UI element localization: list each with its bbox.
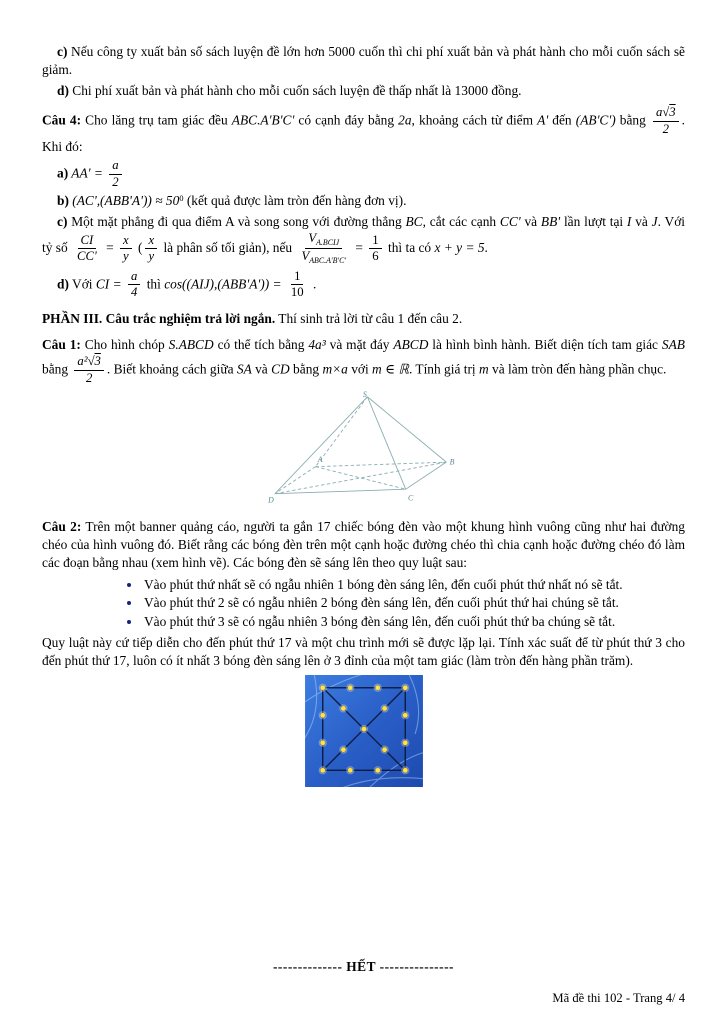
fraction-numerator: a [109, 159, 121, 175]
fraction [120, 234, 132, 265]
bulb-icon [320, 740, 325, 745]
fraction [653, 106, 679, 137]
fraction-numerator: 1 [291, 270, 303, 286]
math-run: AA' = [68, 165, 107, 181]
radicand: 3 [669, 105, 676, 120]
superscript: 0 [179, 194, 184, 204]
math-run: SAB [661, 336, 685, 352]
text-run: và [251, 361, 272, 377]
text-run: . [309, 276, 317, 292]
text-run: Vào phút thứ 3 sẽ có ngẫu nhiên 3 bóng đèn sáng lên, đến cuối phút thứ ba chúng sẽ tắt. [144, 613, 616, 629]
fraction-numerator: CI [78, 234, 97, 250]
math-run: V [301, 249, 310, 264]
bulb-icon [402, 740, 407, 745]
vertex-label-a: A [317, 455, 323, 465]
text-run: Nếu công ty xuất bản số sách luyện đề lớn hơn 5000 cuốn thì chi phí xuất bản và phát hành cho mỗi cuốn sách sẽ giảm. [42, 44, 685, 78]
math-run: SA [236, 361, 252, 377]
subscript: A.BCIJ [316, 237, 340, 247]
fraction [288, 270, 307, 301]
vertex-label-s: S [362, 390, 367, 400]
math-run: S.ABCD [168, 336, 214, 352]
math-run: m ∈ ℝ [372, 361, 409, 377]
text-run: thì [143, 276, 165, 292]
pyramid-figure-wrap [42, 390, 685, 510]
fraction-denominator: 2 [85, 370, 93, 385]
item-label: a) [57, 165, 69, 181]
statement-d [42, 82, 685, 100]
fraction-denominator: y [148, 249, 155, 264]
banner-figure [305, 675, 423, 787]
question-1 [42, 336, 685, 387]
math-run: m [478, 361, 489, 377]
math-run: A' [537, 112, 549, 128]
fraction-denominator: CC' [77, 249, 97, 264]
item-label: d) [57, 82, 69, 98]
bulb-icon [382, 705, 387, 710]
math-run: a√ [655, 105, 670, 120]
fraction-denominator: y [122, 249, 129, 264]
text-run: là phân số tối giản), nếu [160, 240, 296, 255]
fraction [145, 234, 157, 265]
fraction-numerator: a [128, 270, 140, 286]
item-label: b) [57, 193, 69, 209]
fraction-numerator: x [145, 234, 157, 250]
vertex-label-b: B [449, 457, 454, 467]
text-run: Chi phí xuất bản và phát hành cho mỗi cuốn sách luyện đề thấp nhất là 13000 đồng. [68, 82, 522, 98]
bulb-icon [340, 705, 345, 710]
question-label: Câu 1: [42, 336, 81, 352]
fraction-numerator [653, 106, 679, 122]
text-run: Với [68, 276, 96, 292]
fraction-denominator: 2 [662, 121, 669, 136]
text-run: với [347, 361, 373, 377]
question-4-d [42, 269, 685, 302]
math-run: J [651, 213, 658, 229]
banner-figure-wrap [42, 675, 685, 792]
math-run: 4a³ [308, 336, 326, 352]
bulb-icon [402, 767, 407, 772]
math-run: I [626, 213, 632, 229]
rule-item [142, 594, 685, 612]
text-run: bằng [42, 361, 72, 377]
fraction-numerator [305, 232, 342, 249]
text-run: bằng [615, 112, 650, 128]
math-run: (AC',(ABB'A')) ≈ 50 [68, 193, 180, 209]
math-run: BB' [540, 213, 561, 229]
math-run: 2a [398, 112, 412, 128]
math-run: V [308, 231, 317, 246]
fraction-denominator: 4 [130, 285, 138, 300]
vertex-label-d: D [267, 496, 274, 506]
bulb-icon [340, 747, 345, 752]
section-title: PHẦN III. Câu trắc nghiệm trả lời ngắn. [42, 311, 276, 327]
bulb-icon [320, 712, 325, 717]
text-run: Thí sinh trả lời từ câu 1 đến câu 2. [275, 311, 463, 327]
question-label: Câu 4: [42, 112, 82, 128]
text-run: . Với tỷ số [42, 213, 685, 255]
text-run: Vào phút thứ 2 sẽ có ngẫu nhiên 2 bóng đèn sáng lên, đến cuối phút thứ hai chúng sẽ tắt. [144, 595, 619, 611]
lighting-rules-list [42, 576, 685, 631]
footer [42, 957, 685, 1008]
math-run: (AB'C') [575, 112, 616, 128]
text-run: Quy luật này cứ tiếp diễn cho đến phút thứ 17 và một chu trình mới sẽ được lặp lại. Tính xác suất để từ phút thứ 3 cho đến phút thứ 17, luôn có ít nhất 3 bóng đèn sáng lên ở 3 đỉnh của một tam giác (làm tròn đến hàng phần trăm). [42, 634, 685, 669]
fraction [128, 270, 140, 301]
question-2 [42, 518, 685, 573]
bulb-icon [347, 685, 352, 690]
fraction [109, 159, 121, 190]
rule-item [142, 576, 685, 594]
fraction [298, 232, 349, 266]
text-run: (kết quả được làm tròn đến hàng đơn vị). [183, 193, 407, 209]
text-run: , khoảng cách từ điểm [411, 112, 538, 128]
text-run: . [484, 240, 488, 255]
section-3-heading [42, 310, 685, 328]
fraction-denominator: 10 [290, 285, 304, 300]
math-run: CI = [95, 276, 125, 292]
math-run: CC' [499, 213, 521, 229]
question-4-intro [42, 105, 685, 156]
text-run: Một mặt phẳng đi qua điểm A và song song với đường thẳng [67, 213, 406, 229]
text-run: Cho lăng trụ tam giác đều [81, 112, 232, 128]
math-run: ABC.A'B'C' [231, 112, 295, 128]
math-run: BC [405, 213, 423, 229]
math-run: m×a [322, 361, 348, 377]
bulb-icon [361, 726, 366, 731]
bulb-icon [375, 685, 380, 690]
text-run: . Biết khoảng cách giữa [106, 361, 237, 377]
text-run: . Tính giá trị [408, 361, 479, 377]
math-run: x + y = 5 [434, 240, 485, 255]
fraction-denominator: 2 [112, 174, 119, 189]
text-run: là hình bình hành. Biết diện tích tam giác [428, 336, 662, 352]
pyramid-labels [268, 390, 455, 505]
statement-c [42, 43, 685, 80]
text-run: Trên một banner quảng cáo, người ta gắn 17 chiếc bóng đèn vào một khung hình vuông cũng như hai đường chéo của hình vuông đó. Biết rằng các bóng đèn trên một cạnh hoặc đường chéo thì chia cạnh hoặc đường chéo đó làm các đoạn bằng nhau (xem hình vẽ). Các bóng đèn sẽ sáng lên theo quy luật sau: [42, 518, 685, 571]
pyramid-figure [268, 390, 460, 505]
text-run: lần lượt tại [560, 213, 627, 229]
text-run: và mặt đáy [325, 336, 394, 352]
fraction-numerator: 1 [369, 234, 381, 250]
text-run: = [102, 240, 117, 255]
bulb-icon [402, 712, 407, 717]
text-run: có cạnh đáy bằng [294, 112, 399, 128]
text-run: và [631, 213, 652, 229]
subscript: ABC.A'B'C' [309, 256, 347, 266]
math-run: cos((AIJ),(ABB'A')) = [164, 276, 285, 292]
fraction [369, 234, 381, 265]
vertex-label-c: C [407, 493, 413, 503]
text-run: và làm tròn đến hàng phần chục. [488, 361, 667, 377]
fraction-denominator [298, 249, 349, 265]
text-run: , cắt các cạnh [422, 213, 500, 229]
item-label: d) [57, 276, 69, 292]
radicand: 3 [94, 353, 101, 368]
bulb-icon [382, 747, 387, 752]
fraction-denominator: 6 [372, 249, 379, 264]
math-run: CD [271, 361, 290, 377]
bulb-icon [320, 767, 325, 772]
question-4-b [42, 192, 685, 210]
bulb-icon [347, 767, 352, 772]
fraction [74, 234, 100, 265]
text-run: thì ta có [384, 240, 435, 255]
fraction-numerator [74, 355, 104, 371]
fraction-numerator: x [120, 234, 132, 250]
text-run: = [352, 240, 367, 255]
text-run: đến [548, 112, 576, 128]
bulb-icon [402, 685, 407, 690]
text-run: Cho hình chóp [80, 336, 169, 352]
item-label: c) [57, 44, 68, 59]
bulb-icon [375, 767, 380, 772]
question-4-c [42, 213, 685, 267]
bulb-icon [320, 685, 325, 690]
text-run: . Khi đó: [42, 112, 685, 154]
end-marker: -------------- HẾT --------------- [272, 959, 455, 975]
rule-item [142, 613, 685, 631]
pyramid-edges [274, 397, 445, 494]
text-run: ( [134, 240, 143, 255]
question-2-closing [42, 634, 685, 671]
math-run: ABCD [393, 336, 429, 352]
math-run: a²√ [77, 353, 95, 368]
item-label: c) [57, 213, 68, 229]
text-run: Vào phút thứ nhất sẽ có ngẫu nhiên 1 bóng đèn sáng lên, đến cuối phút thứ nhất nó sẽ tắt. [144, 576, 623, 592]
page-info: Mã đề thi 102 - Trang 4/ 4 [552, 990, 685, 1005]
text-run: có thể tích bằng [213, 336, 309, 352]
question-label: Câu 2: [42, 518, 82, 534]
text-run: và [520, 213, 541, 229]
question-4-a [42, 158, 685, 191]
fraction [74, 355, 104, 386]
text-run: bằng [289, 361, 323, 377]
